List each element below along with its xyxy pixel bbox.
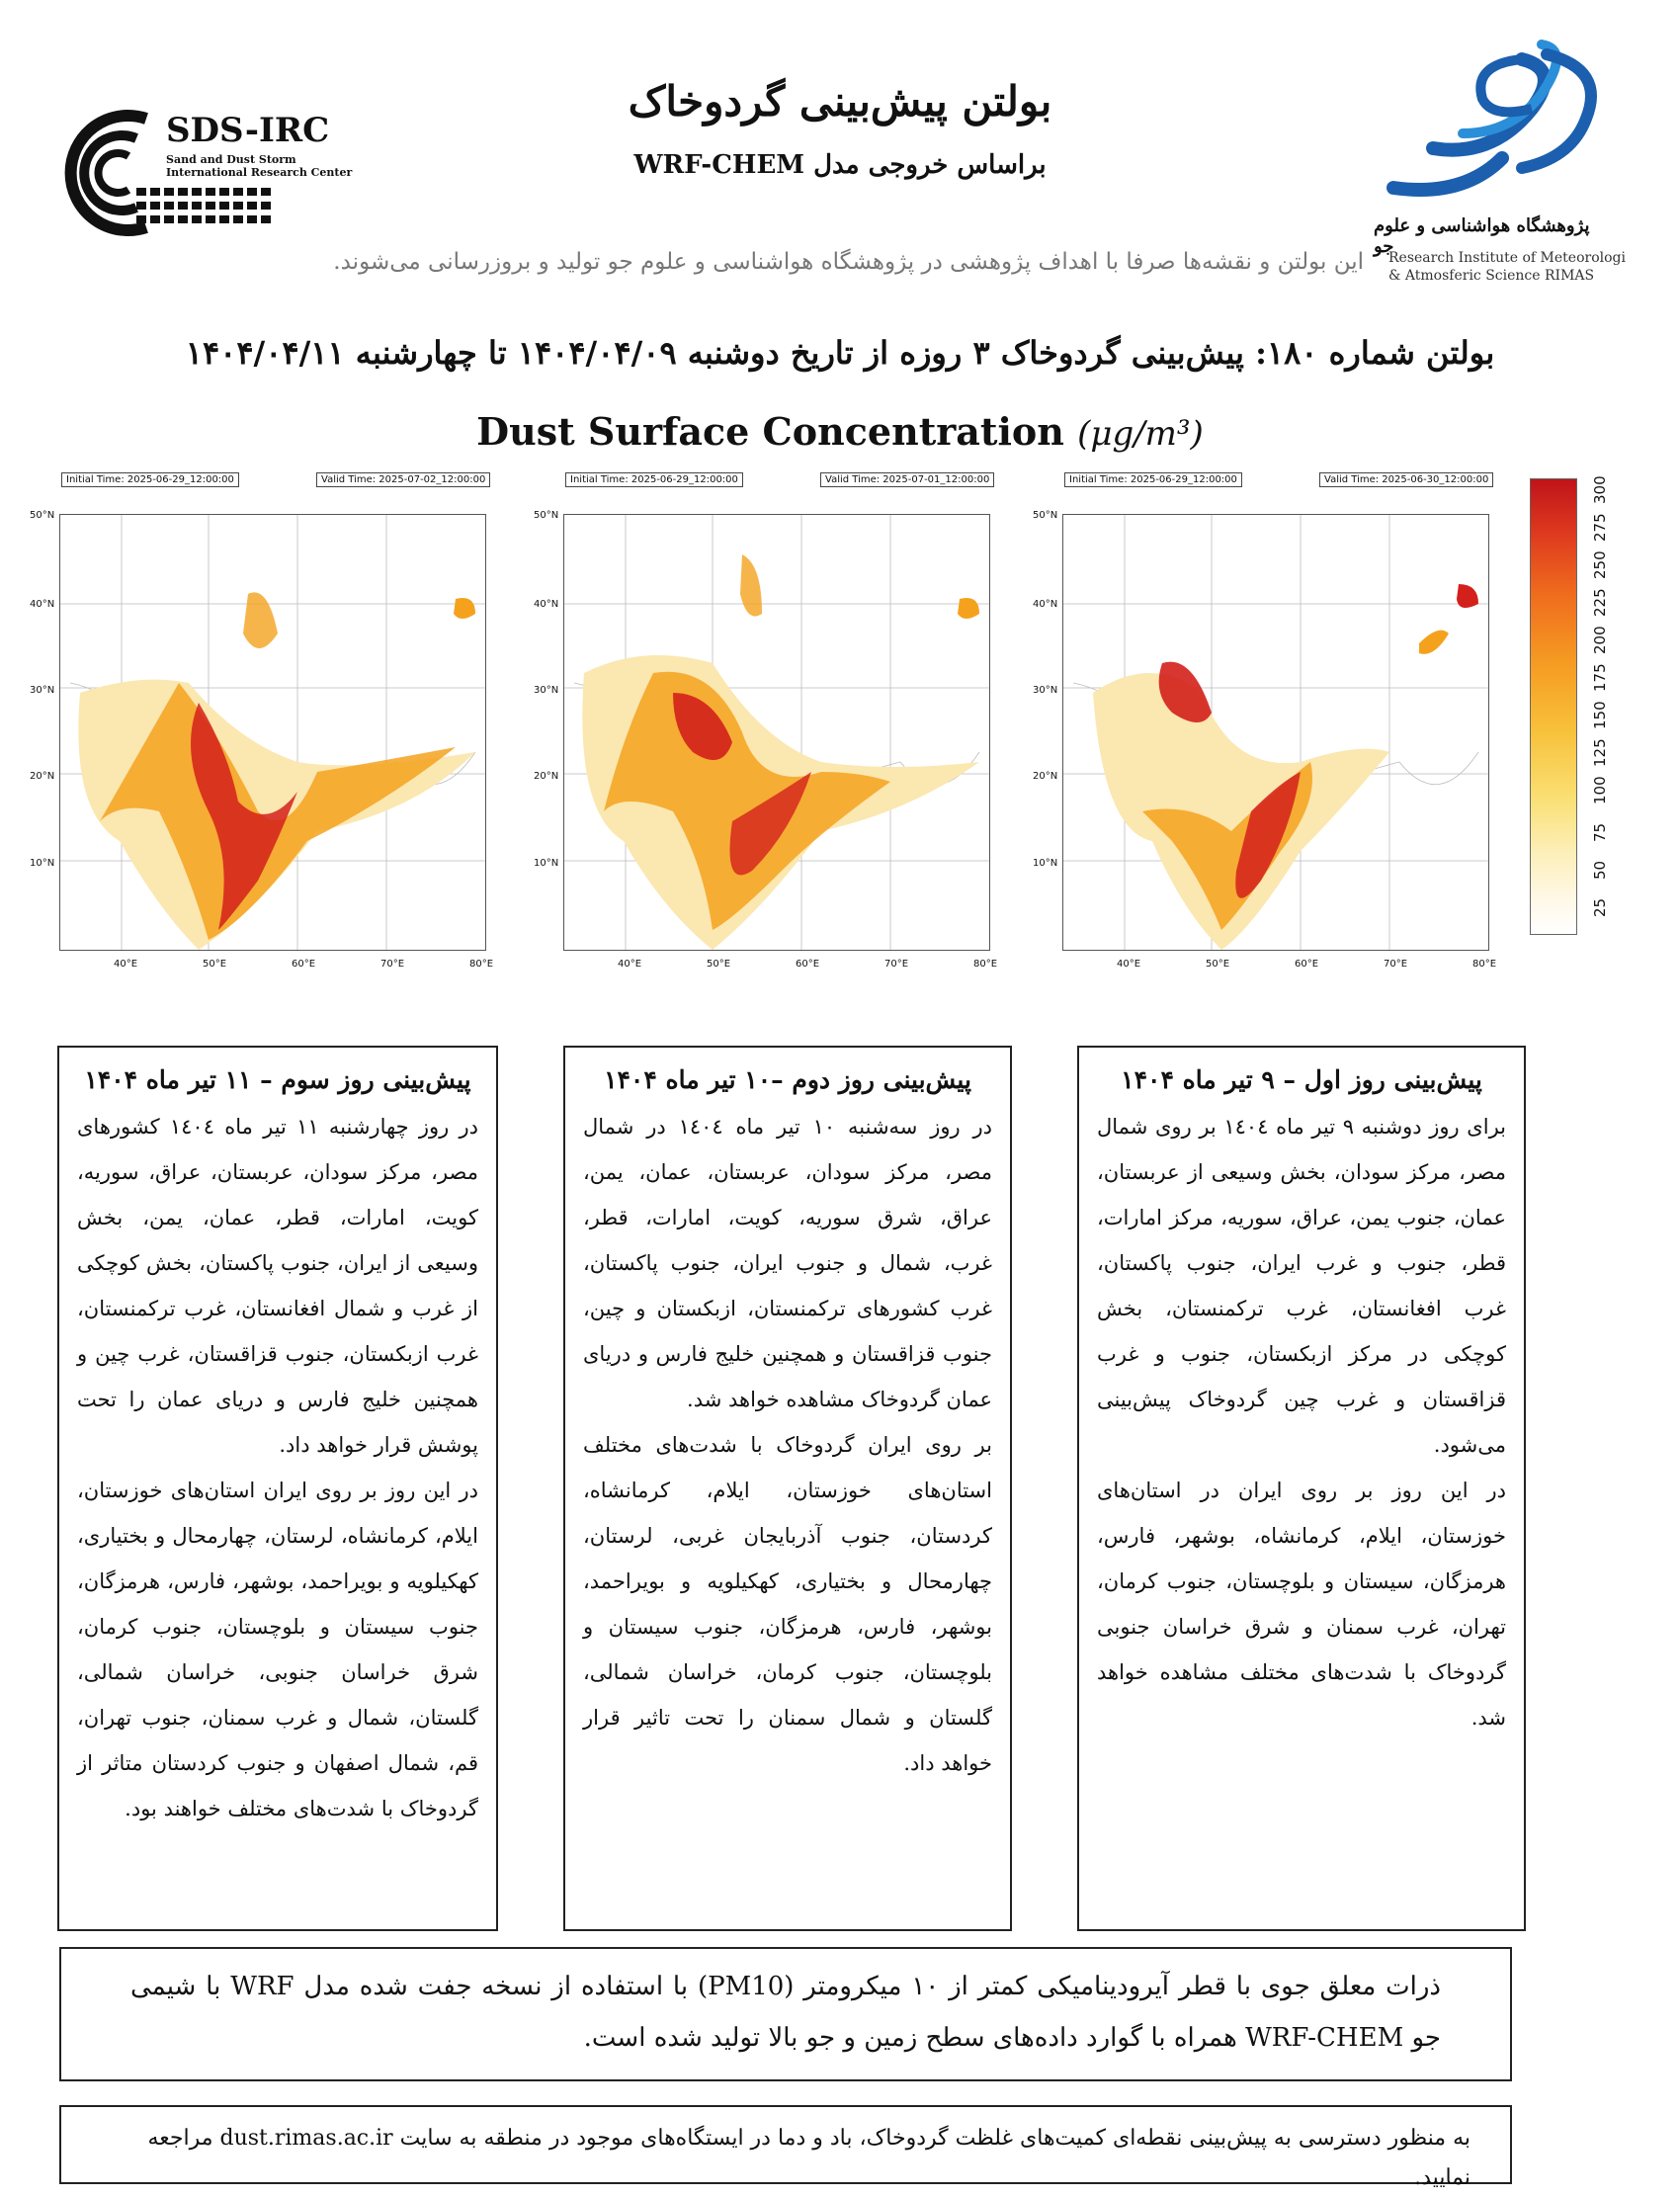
website-reference-box: به منظور دسترسی به پیش‌بینی نقطه‌ای کمیت‌های غلظت گردوخاک، باد و دما در ایستگاه‌های موجود در منطقه به سایت dust.rimas.ac.ir مراجعه نمایید. — [59, 2105, 1512, 2184]
forecast-day-3-paragraph-2: در این روز بر روی ایران استان‌های خوزستان، ایلام، کرمانشاه، لرستان، چهارمحال و بختیاری، کهکیلویه و بویراحمد، بوشهر، فارس، هرمزگان، جنوب سیستان و بلوچستان، جنوب کرمان، شرق خراسان جنوبی، خراسان شمالی، گلستان، شمال و غرب سمنان، جنوب تهران، قم، شمال اصفهان و جنوب کردستان متاثر از گردوخاک با شدت‌های مختلف خواهند بود. — [77, 1479, 478, 1820]
map-valid-time: Valid Time: 2025-07-02_12:00:00 — [316, 472, 490, 487]
map-valid-time: Valid Time: 2025-06-30_12:00:00 — [1319, 472, 1493, 487]
lat-label: 10°N — [1033, 858, 1058, 869]
forecast-day-1-box — [1077, 1046, 1526, 1931]
concentration-colorbar — [1530, 478, 1577, 935]
sds-irc-name: SDS-IRC — [166, 111, 330, 150]
map-section-title-text: Dust Surface Concentration — [476, 409, 1064, 454]
bulletin-title: بولتن پیش‌بینی گردوخاک — [628, 77, 1052, 126]
lon-label: 40°E — [114, 959, 138, 970]
lat-label: 30°N — [534, 685, 559, 696]
lon-label: 60°E — [796, 959, 820, 970]
colorbar-label: 100 — [1591, 776, 1609, 804]
lon-label: 80°E — [469, 959, 494, 970]
forecast-day-1-paragraph-1: برای روز دوشنبه ۹ تیر ماه ١٤٠٤ بر روی شمال مصر، مرکز سودان، بخش وسیعی از عربستان، عمان، جنوب یمن، عراق، سوریه، مرکز امارات، قطر، جنوب و غرب ایران، جنوب پاکستان، غرب افغانستان، غرب ترکمنستان، بخش کوچکی در مرکز ازبکستان، جنوب و غرب قزاقستان و غرب چین گردوخاک پیش‌بینی می‌شود. — [1097, 1115, 1506, 1457]
map-initial-time: Initial Time: 2025-06-29_12:00:00 — [1064, 472, 1242, 487]
forecast-day-3-box — [57, 1046, 498, 1931]
rimas-logo-icon — [1374, 40, 1621, 208]
map-initial-time: Initial Time: 2025-06-29_12:00:00 — [565, 472, 743, 487]
lon-label: 80°E — [973, 959, 998, 970]
model-description-box: ذرات معلق جوی با قطر آیرودینامیکی کمتر از ۱۰ میکرومتر (PM10) با استفاده از نسخه جفت شده مدل WRF با شیمی جو WRF-CHEM همراه با گوارد داده‌های سطح زمین و جو بالا تولید شده است. — [59, 1947, 1512, 2081]
lat-label: 40°N — [1033, 599, 1058, 610]
colorbar-label: 50 — [1591, 860, 1609, 880]
lat-label: 10°N — [534, 858, 559, 869]
forecast-day-1-heading: پیش‌بینی روز اول – ۹ تیر ماه ۱۴۰۴ — [1121, 1065, 1482, 1094]
dust-map-graphic — [1063, 515, 1488, 950]
lat-label: 30°N — [30, 685, 55, 696]
colorbar-label: 125 — [1591, 738, 1609, 767]
forecast-day-1-paragraph-2: در این روز بر روی ایران در استان‌های خوزستان، ایلام، کرمانشاه، بوشهر، فارس، هرمزگان، سیستان و بلوچستان، جنوب کرمان، تهران، غرب سمنان و شرق خراسان جنوبی گردوخاک با شدت‌های مختلف مشاهده خواهد شد. — [1097, 1479, 1506, 1730]
lon-label: 60°E — [1295, 959, 1319, 970]
sds-sub-line-2: International Research Center — [166, 166, 353, 179]
bulletin-subtitle: براساس خروجی مدل WRF-CHEM — [633, 150, 1047, 180]
lat-label: 10°N — [30, 858, 55, 869]
lon-label: 80°E — [1472, 959, 1497, 970]
colorbar-label: 75 — [1591, 822, 1609, 842]
dust-map-graphic — [564, 515, 989, 950]
forecast-day-2-heading: پیش‌بینی روز دوم –۱۰ تیر ماه ۱۴۰۴ — [604, 1065, 971, 1094]
colorbar-labels — [1591, 475, 1621, 933]
colorbar-label: 225 — [1591, 588, 1609, 617]
colorbar-label: 200 — [1591, 626, 1609, 654]
forecast-day-3-heading: پیش‌بینی روز سوم – ۱۱ تیر ماه ۱۴۰۴ — [84, 1065, 471, 1094]
lat-label: 40°N — [534, 599, 559, 610]
lat-label: 50°N — [30, 510, 55, 521]
lon-label: 60°E — [292, 959, 316, 970]
dust-map — [59, 514, 486, 951]
lon-label: 70°E — [884, 959, 909, 970]
lat-label: 20°N — [30, 771, 55, 782]
rimas-english-name — [1388, 249, 1626, 285]
lon-label: 70°E — [380, 959, 405, 970]
sds-irc-subtitle — [166, 153, 352, 179]
unit-label: (μg/m³) — [1077, 414, 1204, 454]
lat-label: 40°N — [30, 599, 55, 610]
sds-sub-line-1: Sand and Dust Storm — [166, 153, 296, 166]
lat-label: 50°N — [534, 510, 559, 521]
lat-label: 20°N — [1033, 771, 1058, 782]
lon-label: 50°E — [1206, 959, 1230, 970]
lat-label: 20°N — [534, 771, 559, 782]
rimas-en-line-1: Research Institute of Meteorologi — [1388, 250, 1626, 266]
dust-map-graphic — [60, 515, 485, 950]
forecast-map-day-1 — [1033, 472, 1497, 986]
colorbar-label: 300 — [1591, 475, 1609, 504]
dust-map — [563, 514, 990, 951]
forecast-day-2-paragraph-1: در روز سه‌شنبه ۱۰ تیر ماه ١٤٠٤ در شمال مصر، مرکز سودان، عربستان، عمان، یمن، عراق، شرق سوریه، کویت، امارات، قطر، غرب، شمال و جنوب ایران، جنوب پاکستان، غرب کشورهای ترکمنستان، ازبکستان و چین، جنوب قزاقستان و همچنین خلیج فارس و دریای عمان گردوخاک مشاهده خواهد شد. — [583, 1115, 992, 1411]
forecast-day-3-paragraph-1: در روز چهارشنبه ۱۱ تیر ماه ١٤٠٤ کشورهای مصر، مرکز سودان، عربستان، عراق، سوریه، کویت، امارات، قطر، عمان، یمن، بخش وسیعی از ایران، جنوب پاکستان، بخش کوچکی از غرب و شمال افغانستان، غرب ترکمنستان، غرب ازبکستان، جنوب قزاقستان، غرب چین و همچنین خلیج فارس و دریای عمان را تحت پوشش قرار خواهد داد. — [77, 1115, 479, 1457]
colorbar-label: 250 — [1591, 550, 1609, 579]
lon-label: 50°E — [203, 959, 227, 970]
map-valid-time: Valid Time: 2025-07-01_12:00:00 — [820, 472, 994, 487]
rimas-persian-name: پژوهشگاه هواشناسی و علوم جو — [1374, 215, 1590, 257]
lon-label: 40°E — [1117, 959, 1141, 970]
lon-label: 50°E — [707, 959, 731, 970]
lon-label: 40°E — [618, 959, 642, 970]
colorbar-label: 150 — [1591, 701, 1609, 729]
forecast-day-2-box — [563, 1046, 1012, 1931]
forecast-day-2-paragraph-2: بر روی ایران گردوخاک با شدت‌های مختلف استان‌های خوزستان، ایلام، کرمانشاه، کردستان، جنوب آذربایجان غربی، لرستان، چهارمحال و بختیاری، کهکیلویه و بویراحمد، بوشهر، فارس، هرمزگان، جنوب سیستان و بلوچستان، جنوب کرمان، خراسان شمالی، گلستان و شمال سمنان را تحت تاثیر قرار خواهد داد. — [583, 1433, 992, 1775]
lat-label: 50°N — [1033, 510, 1058, 521]
map-initial-time: Initial Time: 2025-06-29_12:00:00 — [61, 472, 239, 487]
lat-label: 30°N — [1033, 685, 1058, 696]
colorbar-label: 275 — [1591, 513, 1609, 542]
colorbar-label: 25 — [1591, 897, 1609, 917]
dust-map — [1062, 514, 1489, 951]
disclaimer-text: این بولتن و نقشه‌ها صرفا با اهداف پژوهشی در پژوهشگاه هواشناسی و علوم جو تولید و بروزرسانی می‌شوند. — [333, 249, 1364, 275]
forecast-map-day-3 — [30, 472, 494, 986]
rimas-en-line-2: & Atmosferic Science RIMAS — [1388, 268, 1595, 284]
bulletin-number-title: بولتن شماره ۱۸۰: پیش‌بینی گردوخاک ۳ روزه از تاریخ دوشنبه ۱۴۰۴/۰۴/۰۹ تا چهارشنبه ۱۴۰۴/۰۴/۱۱ — [185, 334, 1495, 372]
forecast-map-day-2 — [534, 472, 998, 986]
colorbar-label: 175 — [1591, 663, 1609, 692]
lon-label: 70°E — [1384, 959, 1408, 970]
map-section-title — [445, 409, 1235, 454]
